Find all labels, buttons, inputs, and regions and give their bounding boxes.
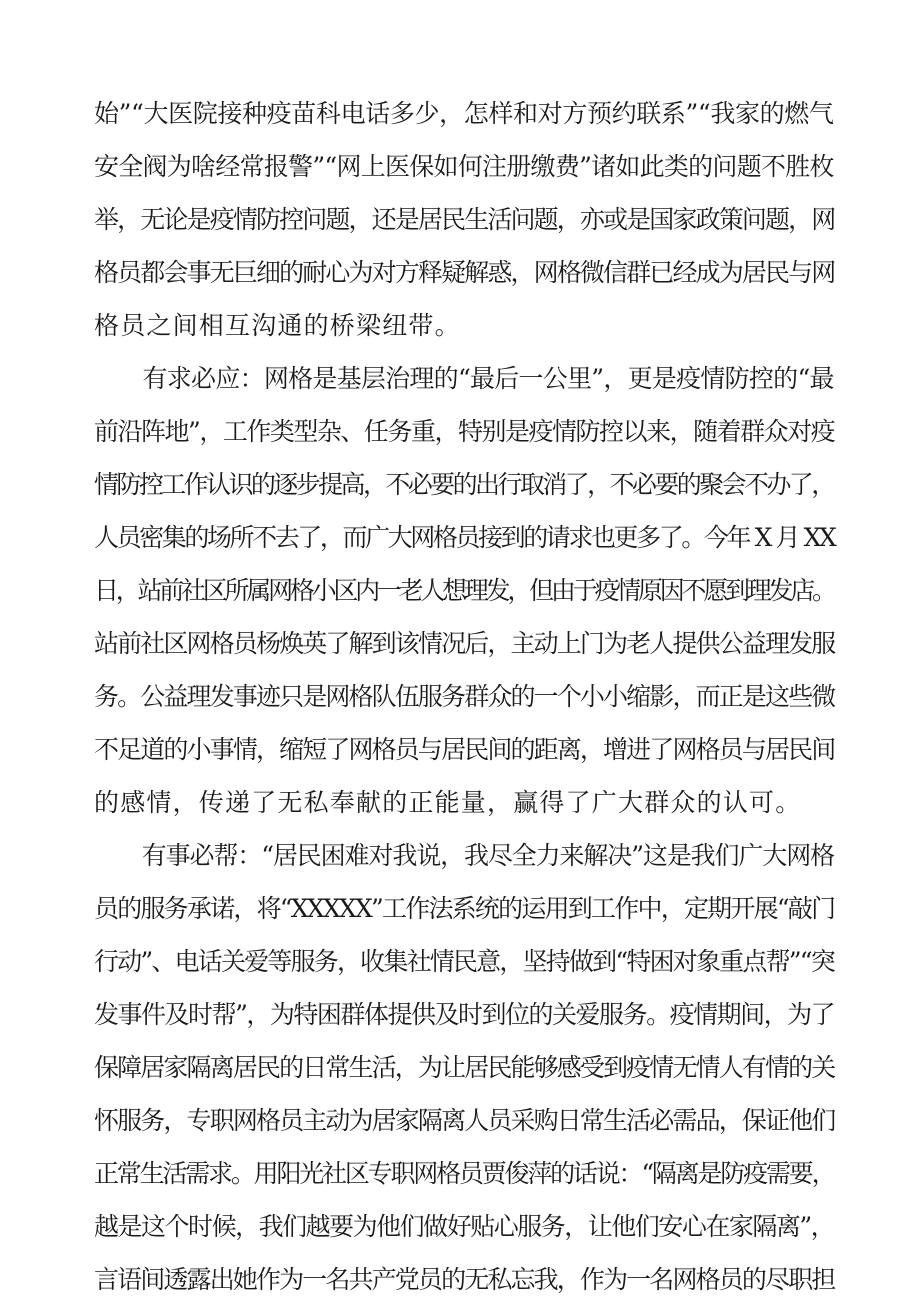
text-line: 人员密集的场所不去了，而广大网格员接到的请求也更多了。今年 X 月 XX — [94, 523, 835, 552]
text-line: 越是这个时候，我们越要为他们做好贴心服务，让他们安心在家隔离”， — [94, 1212, 835, 1241]
text-line: 前沿阵地”，工作类型杂、任务重，特别是疫情防控以来，随着群众对疫 — [94, 417, 835, 446]
text-line: 言语间透露出她作为一名共产党员的无私忘我，作为一名网格员的尽职担 — [94, 1265, 835, 1294]
text-line: 不足道的小事情，缩短了网格员与居民间的距离，增进了网格员与居民间 — [94, 735, 835, 764]
text-line: 格员都会事无巨细的耐心为对方释疑解惑，网格微信群已经成为居民与网 — [94, 258, 835, 287]
text-line: 格员之间相互沟通的桥梁纽带。 — [94, 311, 461, 340]
text-line: 怀服务，专职网格员主动为居家隔离人员采购日常生活必需品，保证他们 — [94, 1106, 835, 1135]
text-line: 安全阀为啥经常报警”“网上医保如何注册缴费”诸如此类的问题不胜枚 — [94, 152, 834, 181]
text-line: 保障居家隔离居民的日常生活，为让居民能够感受到疫情无情人有情的关 — [94, 1053, 835, 1082]
text-line: 站前社区网格员杨焕英了解到该情况后，主动上门为老人提供公益理发服 — [94, 629, 835, 658]
text-line: 员的服务承诺，将“XXXXX”工作法系统的运用到工作中，定期开展“敲门 — [94, 894, 835, 923]
text-line: 有事必帮：“居民困难对我说，我尽全力来解决”这是我们广大网格 — [94, 841, 834, 870]
text-line: 日，站前社区所属网格小区内一老人想理发，但由于疫情原因不愿到理发店。 — [94, 576, 834, 605]
text-line: 情防控工作认识的逐步提高，不必要的出行取消了，不必要的聚会不办了， — [94, 470, 834, 499]
text-line: 举，无论是疫情防控问题，还是居民生活问题，亦或是国家政策问题，网 — [94, 205, 835, 234]
text-line: 发事件及时帮”，为特困群体提供及时到位的关爱服务。疫情期间，为了 — [94, 1000, 835, 1029]
text-line: 务。公益理发事迹只是网格队伍服务群众的一个小小缩影，而正是这些微 — [94, 682, 835, 711]
text-line: 始”“大医院接种疫苗科电话多少，怎样和对方预约联系”“我家的燃气 — [94, 99, 834, 128]
text-line: 的感情，传递了无私奉献的正能量，赢得了广大群众的认可。 — [94, 788, 802, 817]
text-line: 正常生活需求。用阳光社区专职网格员贾俊萍的话说：“隔离是防疫需要， — [94, 1159, 835, 1188]
text-line: 有求必应：网格是基层治理的“最后一公里”，更是疫情防控的“最 — [94, 364, 834, 393]
text-line: 行动”、电话关爱等服务，收集社情民意，坚持做到“特困对象重点帮”“突 — [94, 947, 834, 976]
